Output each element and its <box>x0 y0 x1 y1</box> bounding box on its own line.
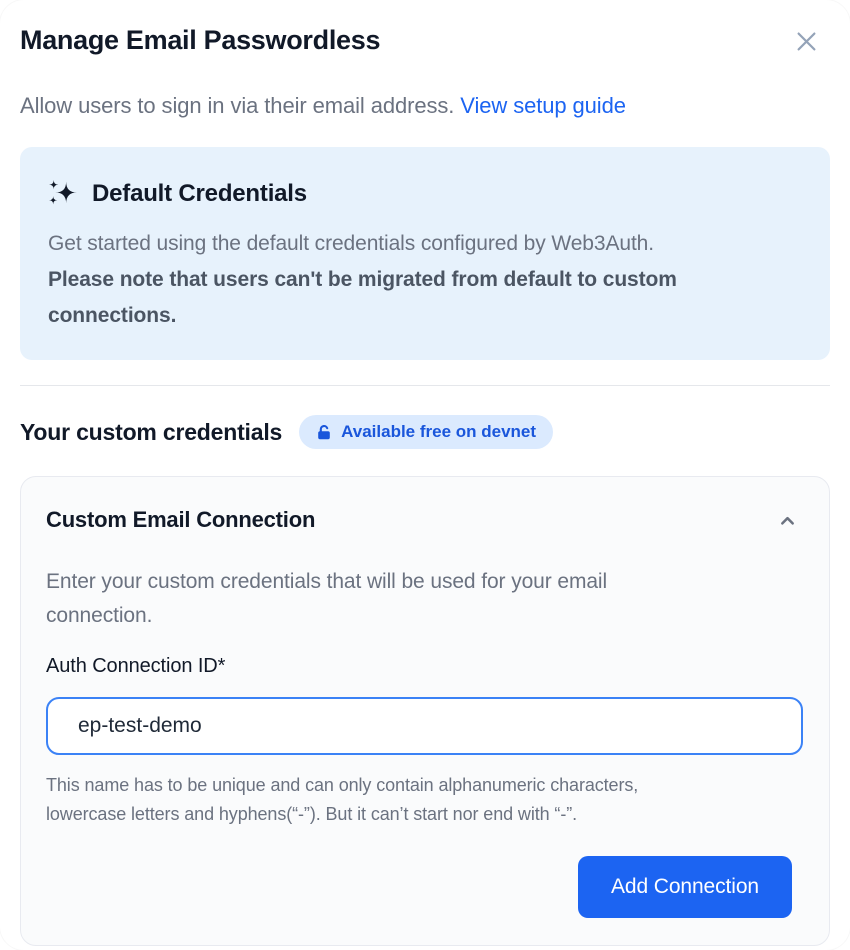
card-title: Custom Email Connection <box>46 507 316 532</box>
view-setup-guide-link[interactable]: View setup guide <box>460 93 626 118</box>
sparkles-icon <box>48 179 77 208</box>
auth-connection-id-label: Auth Connection ID* <box>46 655 226 677</box>
default-credentials-body <box>48 226 800 334</box>
devnet-badge <box>299 415 553 449</box>
card-collapse-header[interactable] <box>46 507 799 533</box>
auth-connection-id-helper: This name has to be unique and can only contain alphanumeric characters, lowercase letters and hyphens(“-”). But it can’t start nor end with “-”. <box>46 775 639 824</box>
card-actions <box>46 856 799 918</box>
lock-icon <box>316 424 332 441</box>
default-credentials-panel <box>20 147 830 360</box>
page-title: Manage Email Passwordless <box>20 25 381 55</box>
default-credentials-description: Get started using the default credentials configured by Web3Auth. <box>48 232 654 255</box>
default-credentials-header <box>48 179 800 208</box>
card-description: Enter your custom credentials that will be used for your email connection. <box>46 570 608 627</box>
custom-credentials-section <box>20 415 830 449</box>
modal-header <box>20 22 830 59</box>
default-credentials-title: Default Credentials <box>92 179 307 207</box>
custom-credentials-heading: Your custom credentials <box>20 418 283 445</box>
auth-connection-id-input[interactable] <box>46 697 803 755</box>
custom-email-connection-card <box>20 476 830 946</box>
devnet-badge-label: Available free on devnet <box>341 422 537 441</box>
chevron-up-icon <box>776 509 799 532</box>
modal-subtitle <box>20 93 830 119</box>
default-credentials-note: Please note that users can't be migrated from default to custom connections. <box>48 268 677 327</box>
section-divider <box>20 385 830 386</box>
add-connection-button[interactable]: Add Connection <box>578 856 792 918</box>
close-button[interactable] <box>789 24 824 59</box>
subtitle-text: Allow users to sign in via their email address. <box>20 93 455 118</box>
close-icon <box>793 28 820 55</box>
